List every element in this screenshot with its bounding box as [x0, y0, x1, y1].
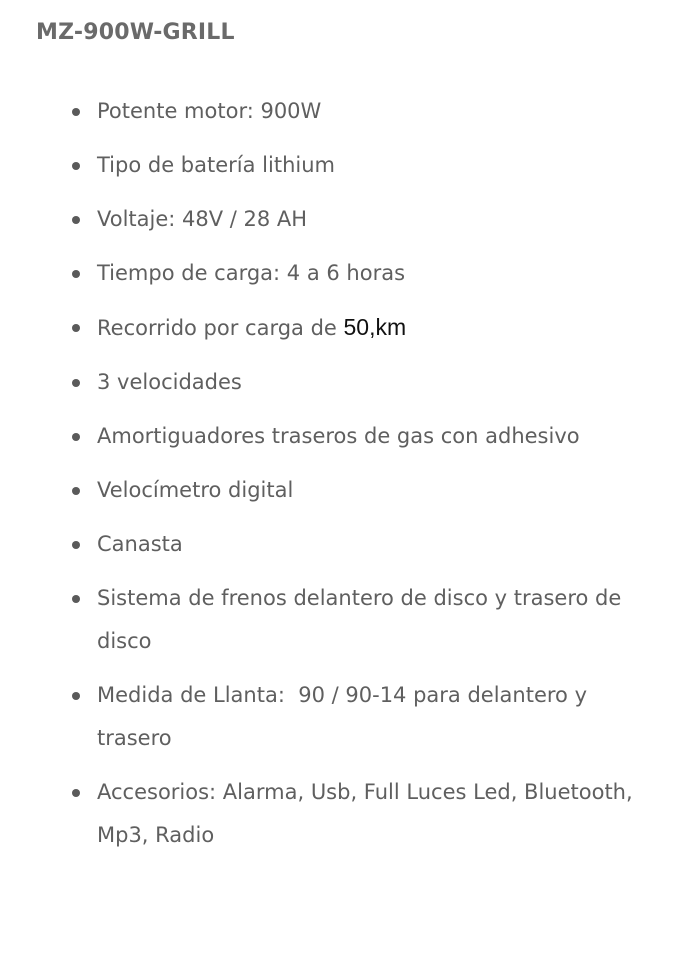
- spec-text: Voltaje: 48V / 28 AH: [97, 207, 308, 231]
- spec-item-speeds: [0, 361, 678, 404]
- spec-text: Canasta: [97, 532, 183, 556]
- product-title: MZ-900W-GRILL: [36, 20, 235, 45]
- range-value: 50,km: [343, 314, 407, 340]
- spec-text: Tiempo de carga: 4 a 6 horas: [97, 261, 406, 285]
- spec-item-brakes: [0, 577, 678, 663]
- bullet-icon: [72, 216, 80, 224]
- bullet-icon: [72, 162, 80, 170]
- bullet-icon: [72, 324, 80, 332]
- spec-item-motor: [0, 90, 678, 133]
- spec-text: Sistema de frenos delantero de disco y trasero de disco: [97, 586, 622, 653]
- bullet-icon: [72, 379, 80, 387]
- spec-item-speedometer: [0, 469, 678, 512]
- spec-item-charge-time: [0, 252, 678, 295]
- spec-item-battery: [0, 144, 678, 187]
- spec-text: Amortiguadores traseros de gas con adhesivo: [97, 424, 580, 448]
- spec-text: 3 velocidades: [97, 370, 242, 394]
- spec-item-voltage: [0, 198, 678, 241]
- spec-item-basket: [0, 523, 678, 566]
- spec-text: Recorrido por carga de: [97, 316, 344, 340]
- spec-text: Accesorios: Alarma, Usb, Full Luces Led, Bluetooth, Mp3, Radio: [97, 780, 633, 847]
- spec-text: Medida de Llanta: 90 / 90-14 para delantero y trasero: [97, 683, 594, 750]
- spec-text: Velocímetro digital: [97, 478, 294, 502]
- spec-text: Tipo de batería lithium: [97, 153, 335, 177]
- bullet-icon: [72, 487, 80, 495]
- spec-item-shocks: [0, 415, 678, 458]
- bullet-icon: [72, 595, 80, 603]
- spec-item-tire-size: [0, 674, 678, 760]
- bullet-icon: [72, 108, 80, 116]
- bullet-icon: [72, 692, 80, 700]
- bullet-icon: [72, 541, 80, 549]
- spec-item-range: [0, 306, 678, 350]
- spec-list: [0, 90, 678, 868]
- bullet-icon: [72, 433, 80, 441]
- spec-text: Potente motor: 900W: [97, 99, 322, 123]
- bullet-icon: [72, 270, 80, 278]
- spec-item-accessories: [0, 771, 678, 857]
- bullet-icon: [72, 789, 80, 797]
